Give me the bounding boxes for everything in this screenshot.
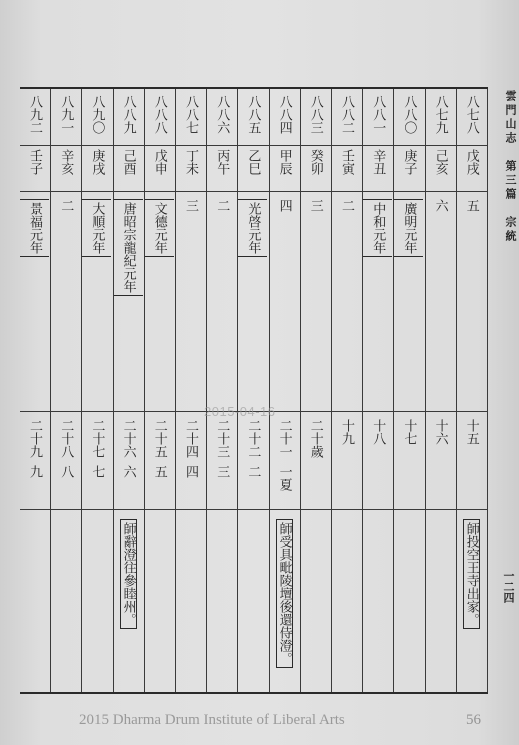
year-column xyxy=(82,89,113,692)
age-cell: 十五 xyxy=(463,419,479,445)
year-cell: 八九〇 xyxy=(89,95,105,134)
year-cell: 八七九 xyxy=(432,95,448,134)
year-cell: 八八五 xyxy=(245,95,261,134)
reign-text: 六 xyxy=(432,199,448,212)
footer-institute: 2015 Dharma Drum Institute of Liberal Arts xyxy=(79,712,345,728)
reign-text: 文德元年 xyxy=(145,199,174,257)
year-cell: 八八八 xyxy=(151,95,167,134)
reign-cell xyxy=(363,199,392,529)
year-column xyxy=(457,89,488,692)
age-cell: 二十六 xyxy=(120,419,136,458)
year-column xyxy=(51,89,82,692)
ganzhi-cell: 乙巳 xyxy=(245,149,261,175)
year-column xyxy=(394,89,425,692)
year-cell: 八九二 xyxy=(27,95,42,134)
reign-cell xyxy=(457,199,486,529)
reign-cell xyxy=(301,199,330,529)
page-number: 56 xyxy=(466,712,481,728)
ganzhi-cell: 己酉 xyxy=(120,149,136,175)
chronology-table xyxy=(20,87,488,694)
chinese-page-number: 一二四 xyxy=(502,570,515,603)
age-cell: 十八 xyxy=(370,419,386,445)
ganzhi-cell: 丙午 xyxy=(214,149,230,175)
reign-text: 二 xyxy=(58,199,74,212)
age-cell: 二十七 xyxy=(89,419,105,458)
count-cell: 五 xyxy=(151,465,167,478)
reign-text: 廣明元年 xyxy=(394,199,423,257)
reign-cell xyxy=(20,199,49,529)
age-cell: 二十三 xyxy=(214,419,230,458)
year-column xyxy=(207,89,238,692)
age-cell: 十七 xyxy=(401,419,417,445)
reign-text: 三 xyxy=(307,199,323,212)
ganzhi-cell: 戊戌 xyxy=(463,149,479,175)
year-cell: 八八七 xyxy=(183,95,198,134)
age-cell: 十六 xyxy=(432,419,448,445)
age-cell: 二十九 xyxy=(27,419,42,458)
year-column xyxy=(238,89,269,692)
age-cell: 二十四 xyxy=(183,419,198,458)
date-stamp: 2015-04-16 xyxy=(204,404,276,419)
reign-text: 光啓元年 xyxy=(238,199,267,257)
count-cell: 四 xyxy=(183,465,198,478)
reign-cell xyxy=(145,199,174,529)
year-column xyxy=(301,89,332,692)
count-cell: 八 xyxy=(58,465,74,478)
note-text: 師受具毗陵壇後還侍澄。 xyxy=(276,519,293,668)
ganzhi-cell: 甲辰 xyxy=(276,149,292,175)
ganzhi-cell: 癸卯 xyxy=(307,149,323,175)
reign-cell xyxy=(51,199,80,529)
count-cell: 二 xyxy=(245,465,261,478)
year-cell: 八八四 xyxy=(276,95,292,134)
year-cell: 八九一 xyxy=(58,95,74,134)
ganzhi-cell: 壬子 xyxy=(27,149,42,175)
reign-cell xyxy=(332,199,361,529)
year-cell: 八七八 xyxy=(463,95,479,134)
note-cell xyxy=(270,519,299,668)
year-column xyxy=(270,89,301,692)
note-text: 師辭澄往參睦州。 xyxy=(120,519,137,629)
reign-cell xyxy=(82,199,111,529)
ganzhi-cell: 辛丑 xyxy=(370,149,386,175)
year-column xyxy=(114,89,145,692)
reign-cell xyxy=(207,199,236,529)
note-text: 師投空王寺出家。 xyxy=(463,519,480,629)
year-column xyxy=(145,89,176,692)
age-cell: 二十五 xyxy=(151,419,167,458)
year-column xyxy=(176,89,207,692)
year-cell: 八八一 xyxy=(370,95,386,134)
count-cell: 九 xyxy=(27,465,42,478)
year-column xyxy=(363,89,394,692)
ganzhi-cell: 壬寅 xyxy=(339,149,354,175)
reign-cell xyxy=(114,199,143,529)
note-cell xyxy=(457,519,486,629)
reign-text: 中和元年 xyxy=(363,199,392,257)
reign-text: 五 xyxy=(463,199,479,212)
reign-text: 四 xyxy=(276,199,292,212)
age-cell: 二十歲 xyxy=(307,419,323,458)
reign-text: 三 xyxy=(183,199,198,212)
ganzhi-cell: 庚子 xyxy=(401,149,417,175)
ganzhi-cell: 戊申 xyxy=(151,149,167,175)
age-cell: 二十八 xyxy=(58,419,74,458)
year-column xyxy=(332,89,363,692)
reign-text: 大順元年 xyxy=(82,199,111,257)
year-cell: 八八九 xyxy=(120,95,136,134)
reign-cell xyxy=(238,199,267,529)
ganzhi-cell: 己亥 xyxy=(432,149,448,175)
year-column xyxy=(426,89,457,692)
reign-cell xyxy=(426,199,455,529)
reign-cell xyxy=(394,199,423,529)
reign-text: 二 xyxy=(339,199,354,212)
age-cell: 十九 xyxy=(339,419,354,445)
year-cell: 八八二 xyxy=(339,95,354,134)
ganzhi-cell: 庚戌 xyxy=(89,149,105,175)
age-cell: 二十二 xyxy=(245,419,261,458)
ganzhi-cell: 丁未 xyxy=(183,149,198,175)
note-cell xyxy=(114,519,143,629)
year-cell: 八八六 xyxy=(214,95,230,134)
count-cell: 一夏 xyxy=(276,465,292,491)
reign-text: 唐昭宗龍紀元年 xyxy=(114,199,143,296)
year-cell: 八八三 xyxy=(307,95,323,134)
count-cell: 三 xyxy=(214,465,230,478)
running-header: 雲門山志 第三篇 宗統 xyxy=(504,90,517,244)
year-cell: 八八〇 xyxy=(401,95,417,134)
reign-text: 景福元年 xyxy=(20,199,49,257)
reign-cell xyxy=(176,199,205,529)
count-cell: 六 xyxy=(120,465,136,478)
ganzhi-cell: 辛亥 xyxy=(58,149,74,175)
year-column xyxy=(20,89,51,692)
count-cell: 七 xyxy=(89,465,105,478)
reign-text: 二 xyxy=(214,199,230,212)
age-cell: 二十一 xyxy=(276,419,292,458)
